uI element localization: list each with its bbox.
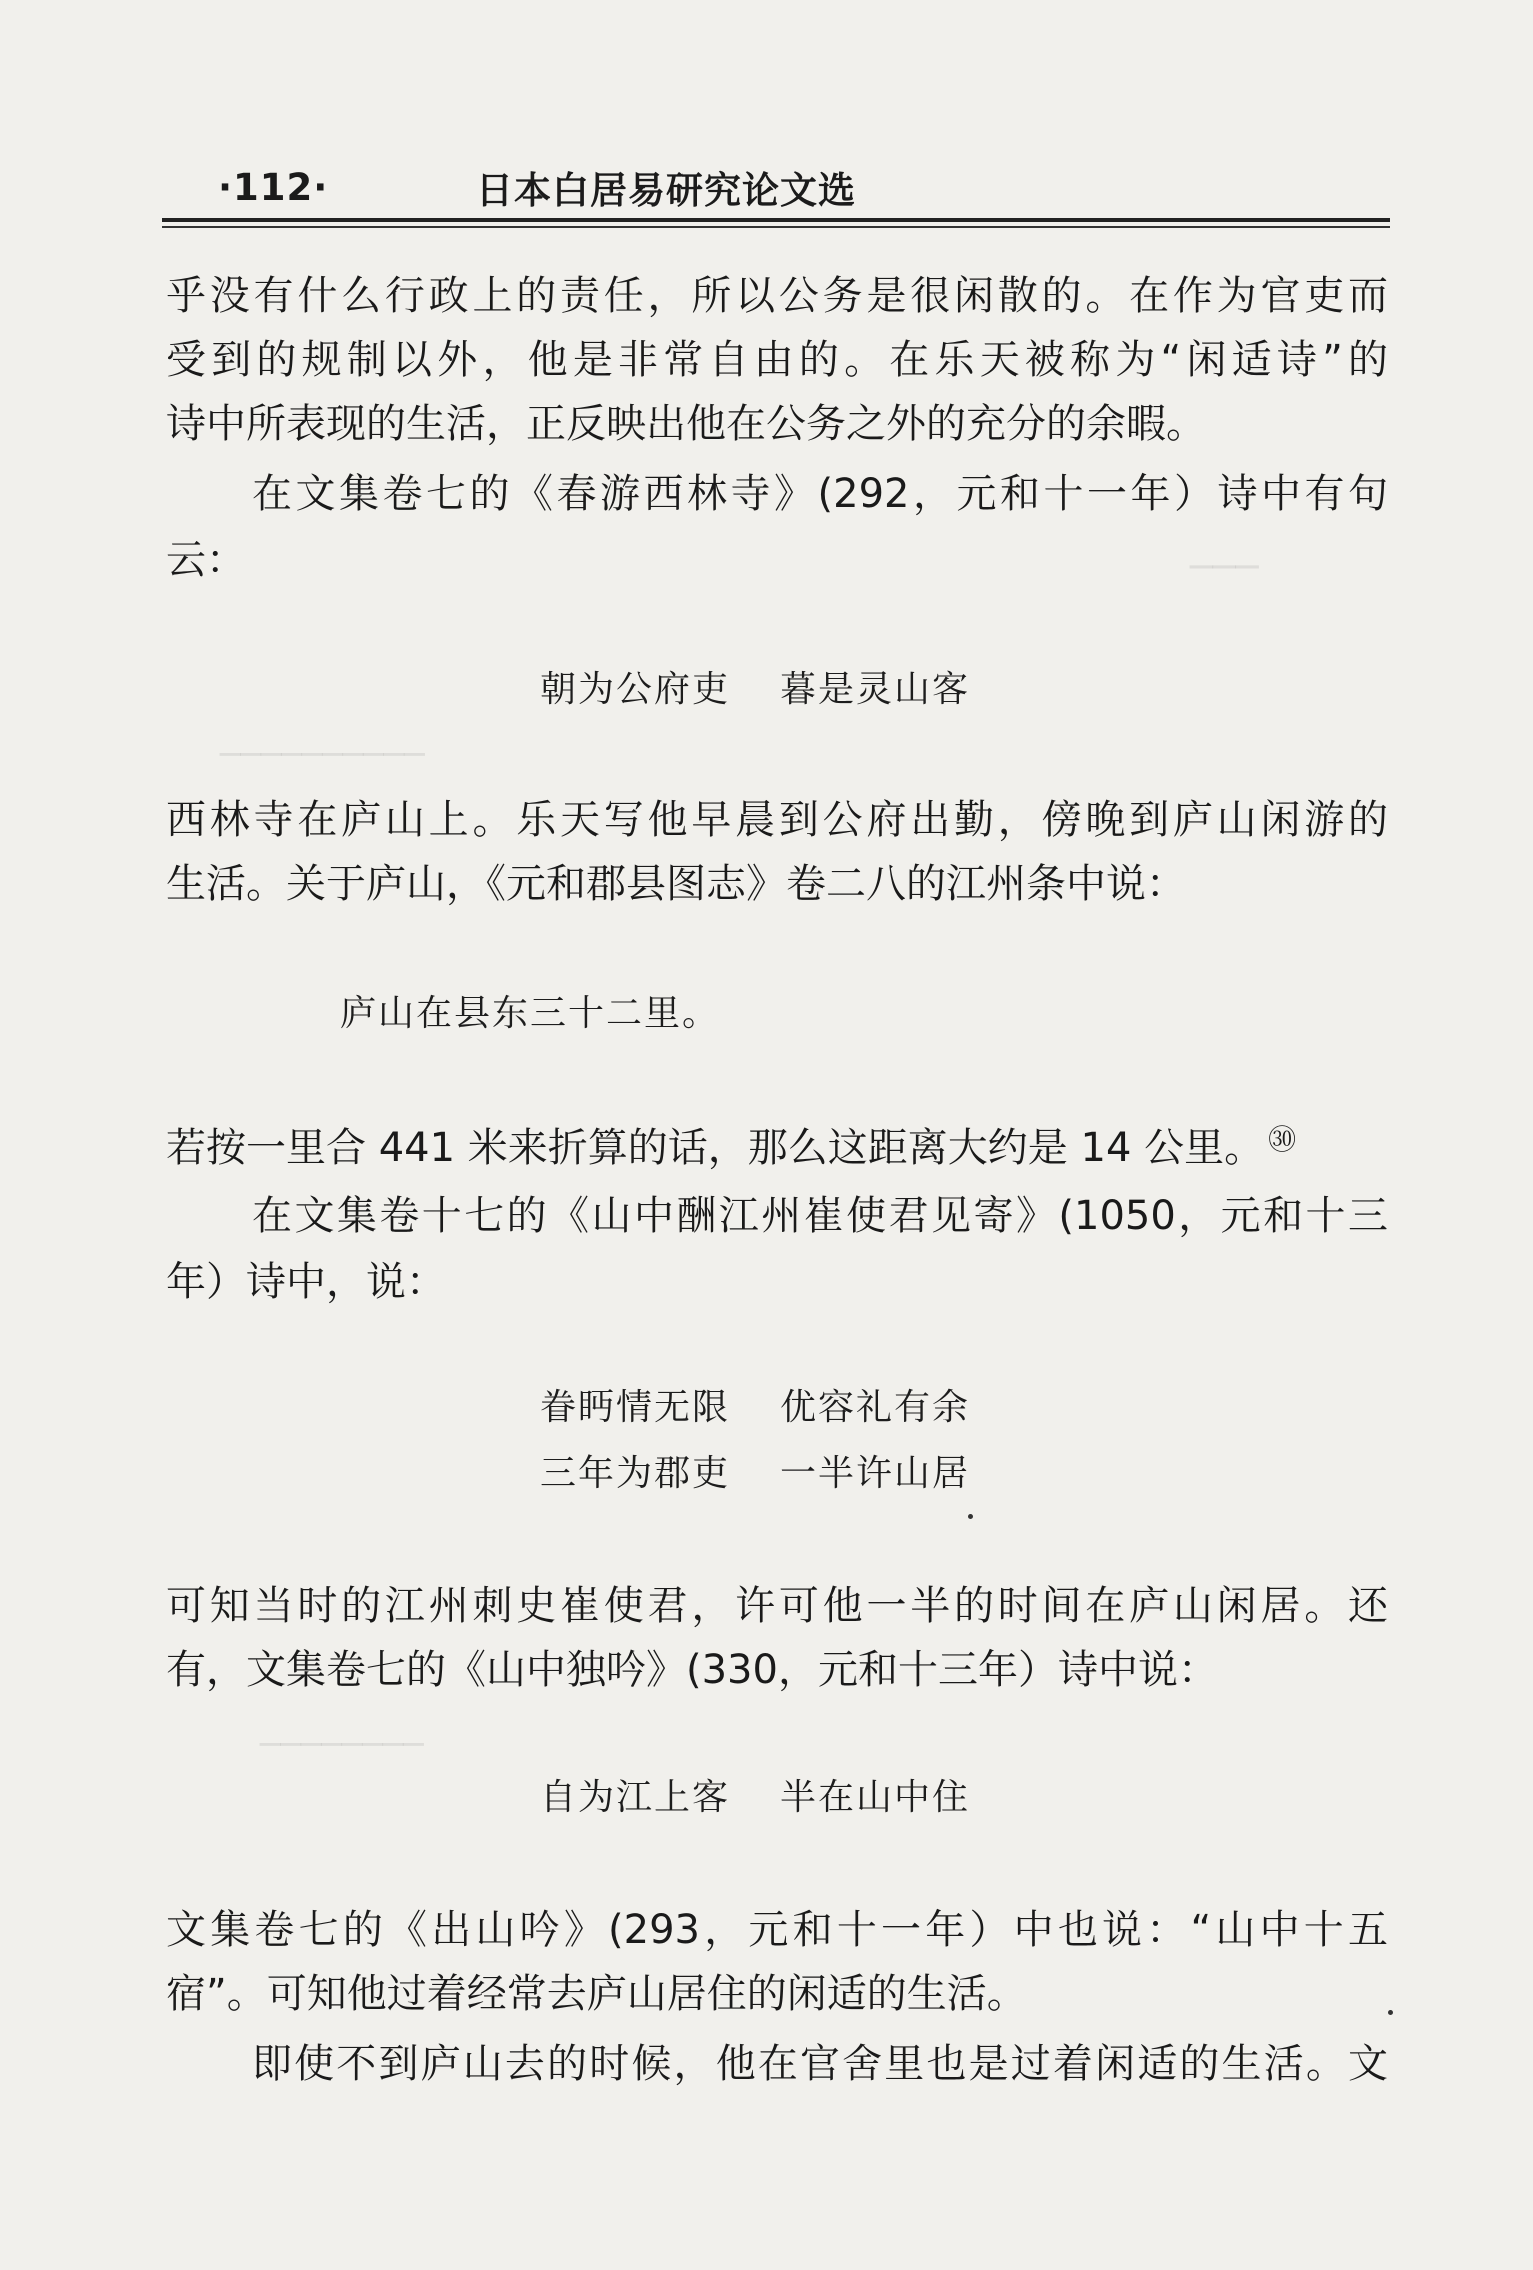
poem-quote-3-line-1-second: 优容礼有余	[780, 1387, 971, 1428]
paragraph-2-line-1: 在文集卷七的《春游西林寺》(292，元和十一年）诗中有句	[252, 471, 1388, 517]
poem-quote-1-second-half: 暮是灵山客	[780, 669, 971, 710]
bleed-through-mark: ──────────	[220, 735, 425, 775]
poem-quote-3-line-2	[540, 1453, 971, 1494]
header-rule-thick	[162, 218, 1390, 222]
poem-quote-1-first-half: 朝为公府吏	[540, 669, 731, 710]
poem-quote-1	[540, 669, 971, 710]
paragraph-6-line-2: 有，文集卷七的《山中独吟》(330，元和十三年）诗中说：	[166, 1647, 1218, 1693]
poem-quote-3-line-1	[540, 1387, 971, 1428]
print-speck	[1388, 2010, 1393, 2015]
page-number: ·112·	[218, 165, 329, 209]
poem-quote-3-line-2-first: 三年为郡吏	[540, 1453, 731, 1494]
paragraph-1-line-2: 受到的规制以外，他是非常自由的。在乐天被称为“闲适诗”的	[166, 337, 1388, 383]
header-rule-thin	[162, 226, 1390, 228]
poem-quote-4	[540, 1777, 971, 1818]
paragraph-3-line-2: 生活。关于庐山，《元和郡县图志》卷二八的江州条中说：	[166, 861, 1186, 907]
paragraph-3-line-1: 西林寺在庐山上。乐天写他早晨到公府出勤，傍晚到庐山闲游的	[166, 797, 1388, 843]
paragraph-1-line-1: 乎没有什么行政上的责任，所以公务是很闲散的。在作为官吏而	[166, 273, 1388, 319]
paragraph-7-line-2: 宿”。可知他过着经常去庐山居住的闲适的生活。	[166, 1971, 1027, 2017]
bleed-through-mark: ────────	[260, 1725, 424, 1765]
paragraph-6-line-1: 可知当时的江州刺史崔使君，许可他一半的时间在庐山闲居。还	[166, 1583, 1388, 1629]
paragraph-8-line-1: 即使不到庐山去的时候，他在官舍里也是过着闲适的生活。文	[252, 2041, 1388, 2087]
print-speck	[968, 1514, 973, 1519]
paragraph-4-text: 若按一里合 441 米来折算的话，那么这距离大约是 14 公里。	[166, 1125, 1265, 1171]
paragraph-2-line-2: 云：	[166, 537, 246, 583]
poem-quote-3-line-2-second: 一半许山居	[780, 1453, 971, 1494]
prose-quote-2: 庐山在县东三十二里。	[340, 993, 721, 1034]
poem-quote-3-line-1-first: 眷眄情无限	[540, 1387, 731, 1428]
running-header	[218, 162, 856, 212]
paragraph-5-line-1: 在文集卷十七的《山中酬江州崔使君见寄》(1050，元和十三	[252, 1193, 1388, 1239]
poem-quote-4-second-half: 半在山中住	[780, 1777, 971, 1818]
poem-quote-4-first-half: 自为江上客	[540, 1777, 731, 1818]
bleed-through-mark: ───	[1190, 545, 1259, 589]
book-title: 日本白居易研究论文选	[476, 169, 856, 212]
paragraph-1-line-3: 诗中所表现的生活，正反映出他在公务之外的充分的余暇。	[166, 401, 1206, 447]
paragraph-7-line-1: 文集卷七的《出山吟》(293，元和十一年）中也说：“山中十五	[166, 1907, 1388, 1953]
paragraph-5-line-2: 年）诗中，说：	[166, 1259, 446, 1305]
paragraph-4	[166, 1123, 1388, 1171]
footnote-marker: ㉚	[1268, 1123, 1297, 1156]
